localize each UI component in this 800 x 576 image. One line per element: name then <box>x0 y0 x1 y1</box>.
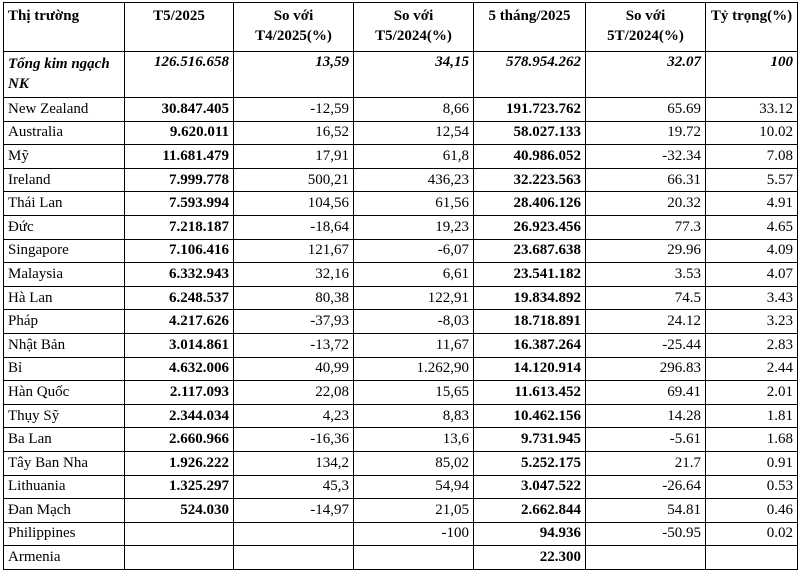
cell-share: 4.07 <box>706 263 798 287</box>
cell-vs-t5-2024: 12,54 <box>354 121 474 145</box>
table-row <box>4 168 798 192</box>
cell-market: Mỹ <box>4 145 125 169</box>
cell-market: Singapore <box>4 239 125 263</box>
cell-vs-t5-2024: 1.262,90 <box>354 357 474 381</box>
cell-five-months-2025: 26.923.456 <box>474 215 586 239</box>
cell-share: 0.91 <box>706 451 798 475</box>
cell-share: 33.12 <box>706 98 798 122</box>
total-five-months-2025: 578.954.262 <box>474 52 586 98</box>
cell-five-months-2025: 9.731.945 <box>474 428 586 452</box>
cell-t5-2025: 2.117.093 <box>125 381 234 405</box>
total-vs-t5-2024: 34,15 <box>354 52 474 98</box>
table-row <box>4 286 798 310</box>
cell-five-months-2025: 5.252.175 <box>474 451 586 475</box>
cell-market: Thụy Sỹ <box>4 404 125 428</box>
cell-share: 2.01 <box>706 381 798 405</box>
cell-vs-t4-2025: 104,56 <box>234 192 354 216</box>
cell-vs-t5-2024: 122,91 <box>354 286 474 310</box>
cell-t5-2025: 7.999.778 <box>125 168 234 192</box>
total-vs-5t-2024: 32.07 <box>586 52 706 98</box>
cell-five-months-2025: 191.723.762 <box>474 98 586 122</box>
cell-market: Armenia <box>4 546 125 570</box>
cell-t5-2025: 7.106.416 <box>125 239 234 263</box>
cell-five-months-2025: 40.986.052 <box>474 145 586 169</box>
cell-vs-5t-2024: 29.96 <box>586 239 706 263</box>
cell-vs-t5-2024: 15,65 <box>354 381 474 405</box>
cell-five-months-2025: 3.047.522 <box>474 475 586 499</box>
cell-market: Ireland <box>4 168 125 192</box>
cell-t5-2025: 4.217.626 <box>125 310 234 334</box>
cell-t5-2025: 1.325.297 <box>125 475 234 499</box>
table-row <box>4 475 798 499</box>
cell-vs-5t-2024: -26.64 <box>586 475 706 499</box>
cell-share: 4.09 <box>706 239 798 263</box>
cell-vs-t4-2025: 17,91 <box>234 145 354 169</box>
cell-share: 5.57 <box>706 168 798 192</box>
header-five-months-2025: 5 tháng/2025 <box>474 3 586 52</box>
cell-t5-2025: 2.344.034 <box>125 404 234 428</box>
header-market: Thị trường <box>4 3 125 52</box>
cell-vs-t5-2024: -100 <box>354 522 474 546</box>
cell-vs-t4-2025: -12,59 <box>234 98 354 122</box>
table-row <box>4 333 798 357</box>
table-row <box>4 121 798 145</box>
cell-vs-t4-2025: -14,97 <box>234 499 354 523</box>
cell-share: 0.46 <box>706 499 798 523</box>
cell-vs-t4-2025 <box>234 522 354 546</box>
cell-vs-5t-2024: 24.12 <box>586 310 706 334</box>
cell-vs-t4-2025: 4,23 <box>234 404 354 428</box>
cell-vs-5t-2024: 20.32 <box>586 192 706 216</box>
cell-vs-5t-2024: 74.5 <box>586 286 706 310</box>
total-share: 100 <box>706 52 798 98</box>
cell-vs-5t-2024: 3.53 <box>586 263 706 287</box>
cell-five-months-2025: 32.223.563 <box>474 168 586 192</box>
cell-five-months-2025: 28.406.126 <box>474 192 586 216</box>
cell-vs-t4-2025: 32,16 <box>234 263 354 287</box>
total-t5-2025: 126.516.658 <box>125 52 234 98</box>
total-vs-t4-2025: 13,59 <box>234 52 354 98</box>
cell-t5-2025: 3.014.861 <box>125 333 234 357</box>
table-row <box>4 239 798 263</box>
cell-vs-t4-2025: 500,21 <box>234 168 354 192</box>
cell-market: Australia <box>4 121 125 145</box>
cell-vs-5t-2024: 14.28 <box>586 404 706 428</box>
cell-five-months-2025: 14.120.914 <box>474 357 586 381</box>
cell-vs-t4-2025: -13,72 <box>234 333 354 357</box>
cell-t5-2025: 9.620.011 <box>125 121 234 145</box>
cell-vs-t5-2024: 21,05 <box>354 499 474 523</box>
cell-vs-5t-2024: 296.83 <box>586 357 706 381</box>
cell-t5-2025: 4.632.006 <box>125 357 234 381</box>
table-row <box>4 404 798 428</box>
cell-five-months-2025: 23.541.182 <box>474 263 586 287</box>
cell-market: New Zealand <box>4 98 125 122</box>
cell-market: Đan Mạch <box>4 499 125 523</box>
cell-vs-t5-2024: 19,23 <box>354 215 474 239</box>
table-row <box>4 357 798 381</box>
cell-vs-t5-2024: 13,6 <box>354 428 474 452</box>
cell-vs-t5-2024: 61,56 <box>354 192 474 216</box>
header-share: Tỷ trọng(%) <box>706 3 798 52</box>
table-row <box>4 451 798 475</box>
cell-vs-t5-2024: 61,8 <box>354 145 474 169</box>
table-row <box>4 215 798 239</box>
cell-t5-2025: 6.332.943 <box>125 263 234 287</box>
table-row <box>4 98 798 122</box>
cell-share: 10.02 <box>706 121 798 145</box>
cell-vs-5t-2024: 69.41 <box>586 381 706 405</box>
cell-vs-t5-2024 <box>354 546 474 570</box>
cell-t5-2025: 6.248.537 <box>125 286 234 310</box>
header-vs-5t-2024: So với 5T/2024(%) <box>586 3 706 52</box>
total-row <box>4 52 798 98</box>
cell-vs-5t-2024: -5.61 <box>586 428 706 452</box>
cell-vs-t4-2025: -18,64 <box>234 215 354 239</box>
cell-vs-5t-2024: -50.95 <box>586 522 706 546</box>
cell-vs-5t-2024: -32.34 <box>586 145 706 169</box>
table-row <box>4 145 798 169</box>
cell-vs-t5-2024: 11,67 <box>354 333 474 357</box>
cell-share: 1.81 <box>706 404 798 428</box>
cell-t5-2025: 2.660.966 <box>125 428 234 452</box>
cell-vs-t4-2025: -37,93 <box>234 310 354 334</box>
cell-five-months-2025: 2.662.844 <box>474 499 586 523</box>
cell-vs-5t-2024: -25.44 <box>586 333 706 357</box>
cell-market: Hàn Quốc <box>4 381 125 405</box>
cell-market: Hà Lan <box>4 286 125 310</box>
cell-five-months-2025: 10.462.156 <box>474 404 586 428</box>
cell-vs-5t-2024 <box>586 546 706 570</box>
cell-t5-2025 <box>125 522 234 546</box>
cell-vs-t5-2024: -8,03 <box>354 310 474 334</box>
cell-vs-t5-2024: 54,94 <box>354 475 474 499</box>
cell-t5-2025: 7.593.994 <box>125 192 234 216</box>
cell-share: 2.44 <box>706 357 798 381</box>
cell-five-months-2025: 23.687.638 <box>474 239 586 263</box>
cell-vs-t4-2025: 134,2 <box>234 451 354 475</box>
cell-share: 4.91 <box>706 192 798 216</box>
cell-market: Ba Lan <box>4 428 125 452</box>
import-table-container <box>3 2 798 570</box>
cell-vs-5t-2024: 54.81 <box>586 499 706 523</box>
cell-market: Đức <box>4 215 125 239</box>
cell-share: 2.83 <box>706 333 798 357</box>
cell-vs-5t-2024: 65.69 <box>586 98 706 122</box>
cell-five-months-2025: 22.300 <box>474 546 586 570</box>
cell-five-months-2025: 16.387.264 <box>474 333 586 357</box>
cell-market: Tây Ban Nha <box>4 451 125 475</box>
table-row <box>4 310 798 334</box>
cell-share: 3.23 <box>706 310 798 334</box>
table-row <box>4 381 798 405</box>
cell-five-months-2025: 58.027.133 <box>474 121 586 145</box>
header-t5-2025: T5/2025 <box>125 3 234 52</box>
cell-t5-2025: 11.681.479 <box>125 145 234 169</box>
cell-vs-t5-2024: 8,83 <box>354 404 474 428</box>
cell-five-months-2025: 94.936 <box>474 522 586 546</box>
cell-market: Pháp <box>4 310 125 334</box>
cell-market: Nhật Bản <box>4 333 125 357</box>
cell-t5-2025: 30.847.405 <box>125 98 234 122</box>
cell-share: 7.08 <box>706 145 798 169</box>
cell-market: Lithuania <box>4 475 125 499</box>
cell-vs-t4-2025: 121,67 <box>234 239 354 263</box>
cell-vs-t5-2024: 85,02 <box>354 451 474 475</box>
cell-vs-t5-2024: 6,61 <box>354 263 474 287</box>
cell-share: 3.43 <box>706 286 798 310</box>
cell-vs-t4-2025: 45,3 <box>234 475 354 499</box>
cell-vs-t4-2025: 80,38 <box>234 286 354 310</box>
cell-vs-5t-2024: 66.31 <box>586 168 706 192</box>
table-row <box>4 499 798 523</box>
cell-t5-2025: 1.926.222 <box>125 451 234 475</box>
cell-vs-t4-2025: 22,08 <box>234 381 354 405</box>
cell-vs-5t-2024: 77.3 <box>586 215 706 239</box>
cell-t5-2025 <box>125 546 234 570</box>
table-row <box>4 192 798 216</box>
cell-five-months-2025: 11.613.452 <box>474 381 586 405</box>
cell-market: Bỉ <box>4 357 125 381</box>
cell-market: Thái Lan <box>4 192 125 216</box>
cell-vs-5t-2024: 19.72 <box>586 121 706 145</box>
cell-five-months-2025: 18.718.891 <box>474 310 586 334</box>
cell-t5-2025: 524.030 <box>125 499 234 523</box>
cell-share: 4.65 <box>706 215 798 239</box>
header-row <box>4 3 798 52</box>
cell-vs-t4-2025: -16,36 <box>234 428 354 452</box>
cell-share <box>706 546 798 570</box>
cell-vs-t4-2025: 16,52 <box>234 121 354 145</box>
cell-market: Philippines <box>4 522 125 546</box>
table-row <box>4 522 798 546</box>
cell-share: 1.68 <box>706 428 798 452</box>
cell-vs-5t-2024: 21.7 <box>586 451 706 475</box>
cell-share: 0.53 <box>706 475 798 499</box>
cell-vs-t5-2024: 8,66 <box>354 98 474 122</box>
cell-vs-t5-2024: 436,23 <box>354 168 474 192</box>
header-vs-t5-2024: So với T5/2024(%) <box>354 3 474 52</box>
cell-vs-t4-2025 <box>234 546 354 570</box>
cell-market: Malaysia <box>4 263 125 287</box>
table-row <box>4 546 798 570</box>
cell-vs-t4-2025: 40,99 <box>234 357 354 381</box>
cell-t5-2025: 7.218.187 <box>125 215 234 239</box>
import-markets-table <box>3 2 798 570</box>
cell-five-months-2025: 19.834.892 <box>474 286 586 310</box>
header-vs-t4-2025: So với T4/2025(%) <box>234 3 354 52</box>
cell-share: 0.02 <box>706 522 798 546</box>
total-market: Tổng kim ngạch NK <box>4 52 125 98</box>
table-row <box>4 428 798 452</box>
cell-vs-t5-2024: -6,07 <box>354 239 474 263</box>
table-row <box>4 263 798 287</box>
